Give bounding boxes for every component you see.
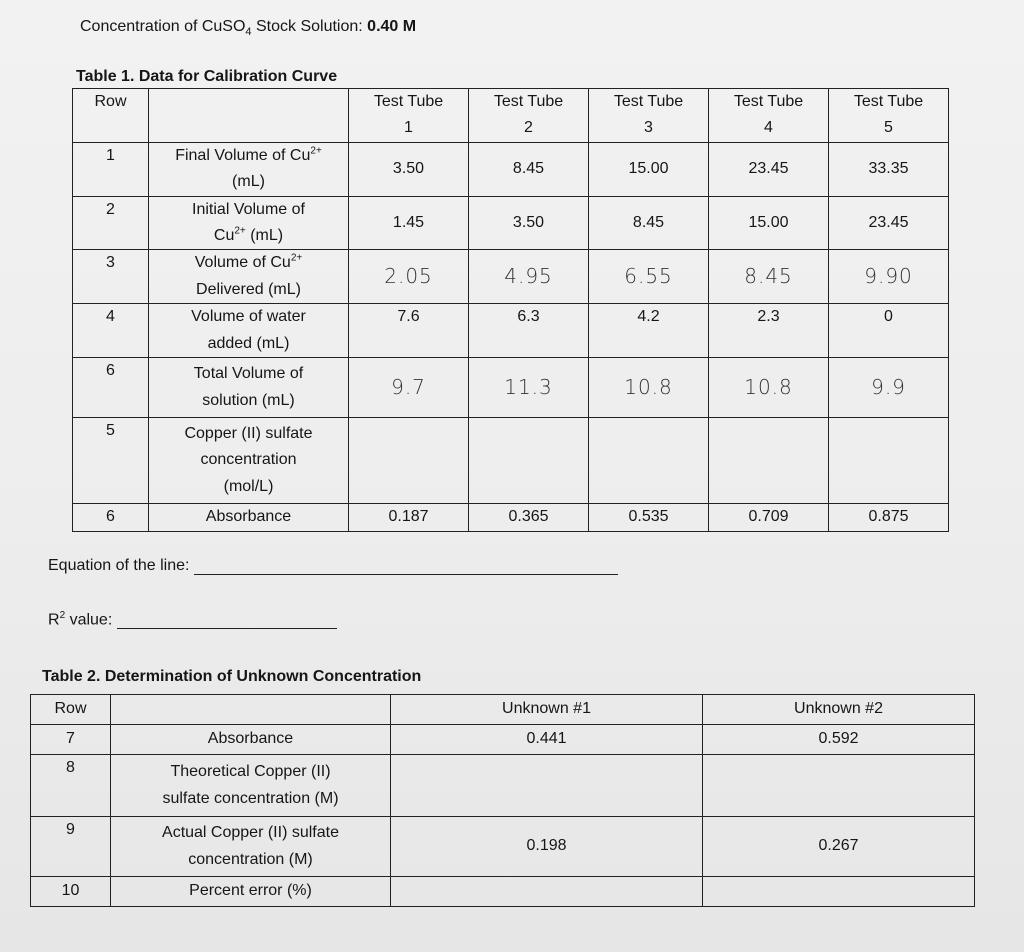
- label-sup: 2+: [234, 225, 246, 237]
- label-line: (mol/L): [223, 477, 274, 495]
- row-label: [111, 755, 391, 817]
- cell-value: 0.592: [703, 725, 975, 755]
- label-line: Volume of water: [191, 308, 306, 326]
- tube-header-text: Test Tube: [613, 93, 684, 110]
- label-line: concentration (M): [188, 850, 313, 868]
- cell-value: 0.535: [589, 504, 709, 532]
- row-number: 10: [31, 877, 111, 907]
- row-label: [149, 358, 349, 418]
- label-line: Final Volume of Cu: [175, 146, 311, 164]
- cell-value: 15.00: [589, 142, 709, 196]
- row-label: Percent error (%): [111, 877, 391, 907]
- handwritten-value: 4.95: [469, 250, 589, 304]
- empty-cell: [703, 755, 975, 817]
- empty-cell: [469, 418, 589, 504]
- tube-header-1: [349, 89, 469, 143]
- label-line: Cu: [213, 226, 235, 244]
- cell-value: 0.365: [469, 504, 589, 532]
- cell-value: 23.45: [829, 196, 949, 250]
- row-number: 9: [31, 817, 111, 877]
- stock-concentration-line: [80, 18, 416, 38]
- stock-label-tail: Stock Solution:: [251, 18, 368, 35]
- row-number: 6: [73, 358, 149, 418]
- table-row: [31, 725, 975, 755]
- row-label: [149, 250, 349, 304]
- table-row: [73, 142, 949, 196]
- empty-cell: [709, 418, 829, 504]
- cell-value: 15.00: [709, 196, 829, 250]
- row-number: 3: [73, 250, 149, 304]
- tube-header-text: Test Tube: [373, 93, 444, 110]
- row-label: Absorbance: [111, 725, 391, 755]
- tube-header-4: [709, 89, 829, 143]
- calibration-table: [72, 88, 949, 532]
- row-number: 6: [73, 504, 149, 532]
- label-sup: 2+: [290, 253, 303, 265]
- r2-label-pre: R: [48, 611, 60, 629]
- label-header-blank: [111, 695, 391, 725]
- row-number: 5: [73, 418, 149, 504]
- table-row: [31, 755, 975, 817]
- row-label: Absorbance: [149, 504, 349, 532]
- tube-header-text: Test Tube: [853, 93, 924, 110]
- stock-sub: 4: [245, 26, 252, 39]
- label-line: Initial Volume of: [192, 200, 305, 218]
- cell-value: 0.875: [829, 504, 949, 532]
- table-row: [73, 504, 949, 532]
- table2-header-row: [31, 695, 975, 725]
- handwritten-value: 6.55: [589, 250, 709, 304]
- row-number: 8: [31, 755, 111, 817]
- cell-value: 2.3: [709, 304, 829, 358]
- label-line: Volume of Cu: [194, 254, 291, 272]
- row-label: [149, 418, 349, 504]
- empty-cell: [703, 877, 975, 907]
- table-row: [73, 196, 949, 250]
- table-row: [31, 877, 975, 907]
- cell-value: 0.709: [709, 504, 829, 532]
- label-line: (mL): [232, 173, 265, 191]
- label-line: (mL): [245, 226, 284, 244]
- tube-number: 2: [524, 119, 533, 137]
- cell-value: 1.45: [349, 196, 469, 250]
- row-header: Row: [31, 695, 111, 725]
- cell-value: 0.441: [391, 725, 703, 755]
- tube-number: 5: [884, 119, 893, 137]
- label-line: Theoretical Copper (II): [170, 763, 331, 781]
- stock-label: Concentration of CuSO: [80, 18, 246, 35]
- label-line: Total Volume of: [193, 365, 304, 383]
- unknown-table: [30, 694, 975, 907]
- empty-cell: [829, 418, 949, 504]
- table-row: [73, 304, 949, 358]
- equation-label: Equation of the line:: [48, 557, 190, 574]
- table-row: [73, 418, 949, 504]
- cell-value: 3.50: [469, 196, 589, 250]
- cell-value: 8.45: [469, 142, 589, 196]
- label-header-blank: [149, 89, 349, 143]
- handwritten-value: 9.9: [829, 358, 949, 418]
- label-line: sulfate concentration (M): [162, 789, 339, 807]
- label-line: Actual Copper (II) sulfate: [162, 824, 339, 842]
- tube-header-2: [469, 89, 589, 143]
- label-line: solution (mL): [202, 391, 295, 409]
- row-number: 7: [31, 725, 111, 755]
- handwritten-value: 8.45: [709, 250, 829, 304]
- tube-header-3: [589, 89, 709, 143]
- handwritten-value: 10.8: [709, 358, 829, 418]
- handwritten-value: 11.3: [469, 358, 589, 418]
- tube-number: 4: [764, 119, 773, 137]
- row-label: [149, 304, 349, 358]
- row-number: 4: [73, 304, 149, 358]
- row-label: [111, 817, 391, 877]
- table2-caption: Table 2. Determination of Unknown Concentration: [42, 668, 422, 685]
- r2-label-post: value:: [65, 611, 113, 629]
- handwritten-value: 9.90: [829, 250, 949, 304]
- tube-number: 1: [404, 119, 413, 137]
- r2-blank[interactable]: [117, 610, 337, 629]
- row-label: [149, 142, 349, 196]
- cell-value: 7.6: [349, 304, 469, 358]
- cell-value: 0: [829, 304, 949, 358]
- unknown-2-header: Unknown #2: [703, 695, 975, 725]
- cell-value: 23.45: [709, 142, 829, 196]
- row-number: 1: [73, 142, 149, 196]
- cell-value: 8.45: [589, 196, 709, 250]
- table-row: [31, 817, 975, 877]
- empty-cell: [349, 418, 469, 504]
- cell-value: 0.187: [349, 504, 469, 532]
- handwritten-value: 9.7: [349, 358, 469, 418]
- cell-value: 0.198: [391, 817, 703, 877]
- r2-line: [48, 610, 337, 629]
- r2-sup: 2: [59, 610, 66, 621]
- empty-cell: [589, 418, 709, 504]
- handwritten-value: 2.05: [349, 250, 469, 304]
- cell-value: 4.2: [589, 304, 709, 358]
- table1-header-row: [73, 89, 949, 143]
- label-line: added (mL): [207, 334, 290, 352]
- equation-blank[interactable]: [194, 556, 618, 575]
- tube-header-text: Test Tube: [493, 93, 564, 110]
- equation-line: [48, 556, 618, 575]
- row-number: 2: [73, 196, 149, 250]
- unknown-1-header: Unknown #1: [391, 695, 703, 725]
- tube-header-text: Test Tube: [733, 93, 804, 110]
- label-line: concentration: [200, 451, 297, 469]
- table1-caption: Table 1. Data for Calibration Curve: [76, 68, 338, 85]
- cell-value: 3.50: [349, 142, 469, 196]
- row-label: [149, 196, 349, 250]
- empty-cell: [391, 877, 703, 907]
- label-sup: 2+: [310, 145, 322, 157]
- row-header: Row: [73, 89, 149, 143]
- tube-number: 3: [644, 119, 653, 137]
- handwritten-value: 10.8: [589, 358, 709, 418]
- stock-value: 0.40 M: [367, 18, 417, 35]
- table-row: [73, 250, 949, 304]
- table-row: [73, 358, 949, 418]
- tube-header-5: [829, 89, 949, 143]
- cell-value: 0.267: [703, 817, 975, 877]
- cell-value: 33.35: [829, 142, 949, 196]
- label-line: Delivered (mL): [196, 280, 301, 298]
- label-line: Copper (II) sulfate: [184, 425, 313, 443]
- cell-value: 6.3: [469, 304, 589, 358]
- empty-cell: [391, 755, 703, 817]
